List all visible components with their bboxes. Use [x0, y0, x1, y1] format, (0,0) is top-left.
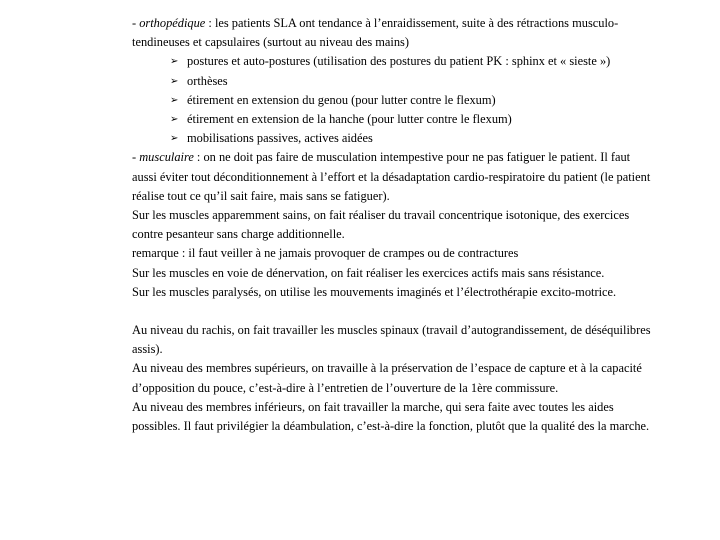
- arrow-bullet-icon: ➢: [170, 94, 179, 106]
- lower-limbs-paragraph: Au niveau des membres inférieurs, on fait travailler la marche, qui sera faite avec toutes les aides possibles. Il faut privilégier la déambulation, c’est-à-dire la fonction, plutôt que la qualité des la marche.: [132, 399, 650, 434]
- muscular-paragraph: Sur les muscles en voie de dénervation, on fait réaliser les exercices actifs mais sans résistance.: [132, 265, 605, 280]
- paragraph-gap: [132, 302, 652, 321]
- muscular-remark: remarque : il faut veiller à ne jamais provoquer de crampes ou de contractures: [132, 246, 519, 261]
- list-item: [132, 72, 652, 91]
- orthopedic-text: : les patients SLA ont tendance à l’enraidissement, suite à des rétractions musculo-tendineuses et capsulaires (surtout au niveau des mains): [132, 16, 619, 50]
- orthopedic-intro: [132, 14, 652, 52]
- muscular-paragraph: Sur les muscles apparemment sains, on fait réaliser du travail concentrique isotonique, des exercices contre pesanteur sans charge additionnelle.: [132, 208, 630, 242]
- muscular-title: - musculaire: [132, 150, 194, 165]
- orthopedic-title: - orthopédique: [132, 16, 206, 30]
- bullet-text: postures et auto-postures (utilisation des postures du patient PK : sphinx et « sieste »): [187, 54, 611, 69]
- text-column: [132, 14, 652, 436]
- upper-limbs-paragraph: Au niveau des membres supérieurs, on travaille à la préservation de l’espace de capture et à la capacité d’opposition du pouce, c’est-à-dire à l’entretien de l’ouverture de la 1ère commissure.: [132, 361, 642, 395]
- orthopedic-bullet-list: [132, 52, 652, 148]
- arrow-bullet-icon: ➢: [170, 56, 179, 68]
- spine-paragraph: Au niveau du rachis, on fait travailler les muscles spinaux (travail d’autograndissement, de déséquilibres assis).: [132, 323, 651, 357]
- muscular-paragraph: Sur les muscles paralysés, on utilise les mouvements imaginés et l’électrothérapie excito-motrice.: [132, 284, 617, 299]
- arrow-bullet-icon: ➢: [170, 133, 179, 145]
- list-item: [132, 91, 652, 110]
- muscular-text: : on ne doit pas faire de musculation intempestive pour ne pas fatiguer le patient. Il faut aussi éviter tout déconditionnement à l’effort et la désadaptation cardio-respiratoire du patient (le patient réalise tout ce qu’il sait faire, mais sans se fatiguer).: [132, 150, 651, 203]
- bullet-text: étirement en extension de la hanche (pour lutter contre le flexum): [187, 112, 512, 127]
- muscular-intro: [132, 148, 652, 206]
- bullet-text: mobilisations passives, actives aidées: [187, 131, 373, 146]
- arrow-bullet-icon: ➢: [170, 114, 179, 126]
- list-item: [132, 52, 652, 71]
- bullet-text: étirement en extension du genou (pour lutter contre le flexum): [187, 92, 496, 107]
- list-item: [132, 110, 652, 129]
- bullet-text: orthèses: [187, 73, 228, 88]
- arrow-bullet-icon: ➢: [170, 75, 179, 87]
- list-item: [132, 129, 652, 148]
